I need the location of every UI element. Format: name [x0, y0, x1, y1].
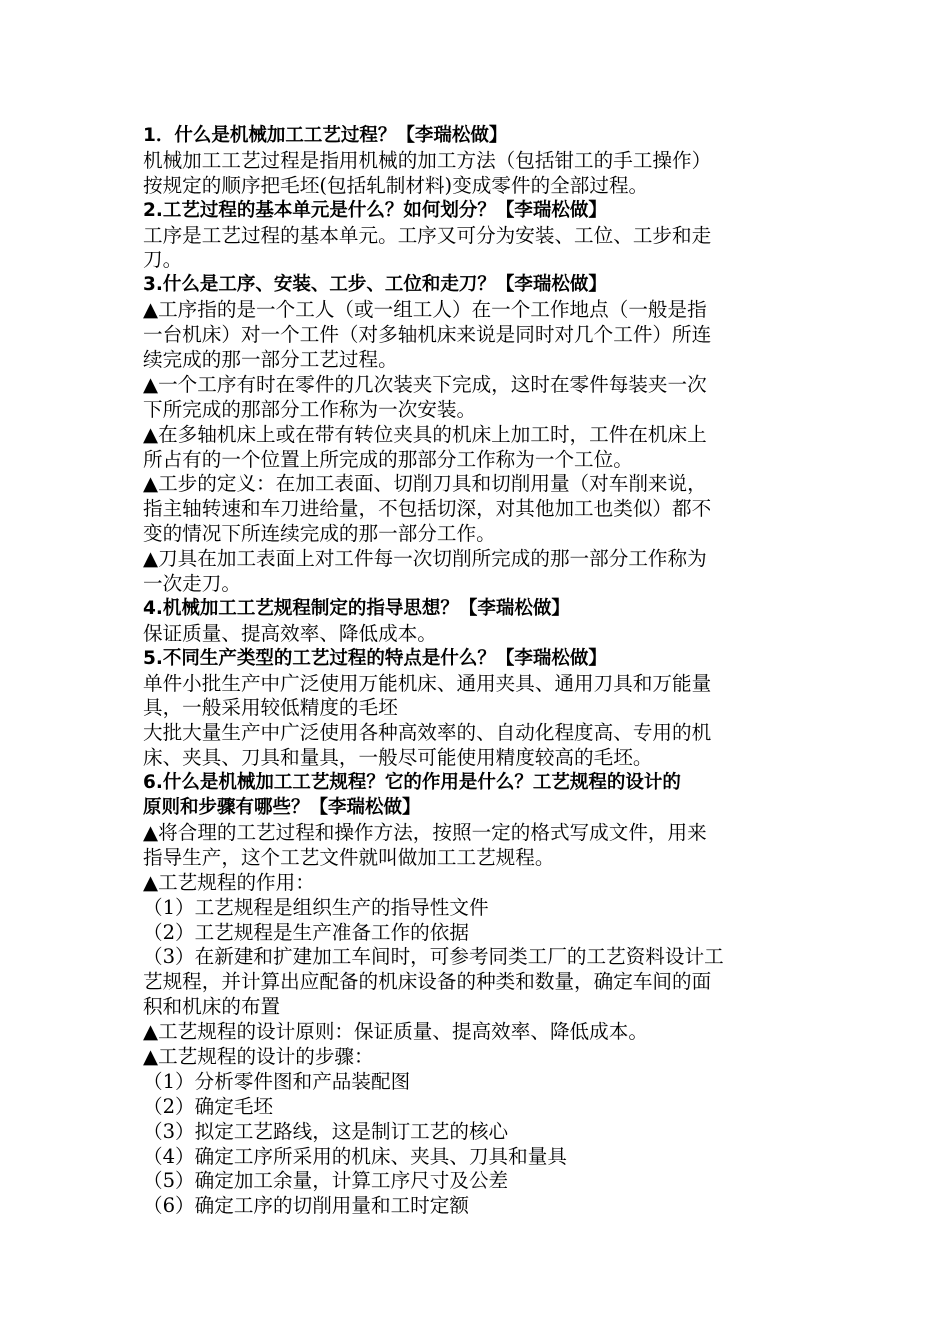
answer-line: ▲工序指的是一个工人（或一组工人）在一个工作地点（一般是指: [143, 298, 707, 322]
answer-line: （2）工艺规程是生产准备工作的依据: [143, 920, 469, 944]
question-heading-6-cont: 原则和步骤有哪些？【李瑞松做】: [143, 797, 421, 819]
answer-line: ▲在多轴机床上或在带有转位夹具的机床上加工时，工件在机床上: [143, 422, 707, 446]
answer-line: 机械加工工艺过程是指用机械的加工方法（包括钳工的手工操作）: [143, 148, 712, 172]
answer-line: 指导生产，这个工艺文件就叫做加工工艺规程。: [143, 845, 555, 869]
question-heading-5: 5.不同生产类型的工艺过程的特点是什么？【李瑞松做】: [143, 647, 607, 669]
answer-line: 单件小批生产中广泛使用万能机床、通用夹具、通用刀具和万能量: [143, 671, 712, 695]
answer-line: 床、夹具、刀具和量具，一般尽可能使用精度较高的毛坯。: [143, 746, 653, 770]
answer-line: 积和机床的布置: [143, 995, 281, 1019]
answer-line: 按规定的顺序把毛坯(包括轧制材料)变成零件的全部过程。: [143, 173, 649, 197]
answer-line: 所占有的一个位置上所完成的那部分工作称为一个工位。: [143, 447, 633, 471]
answer-line: 指主轴转速和车刀进给量，不包括切深，对其他加工也类似）都不: [143, 497, 712, 521]
answer-line: 大批大量生产中广泛使用各种高效率的、自动化程度高、专用的机: [143, 721, 712, 745]
answer-line: 下所完成的那部分工作称为一次安装。: [143, 397, 477, 421]
question-heading-4: 4.机械加工工艺规程制定的指导思想？【李瑞松做】: [143, 597, 570, 619]
answer-line: ▲将合理的工艺过程和操作方法，按照一定的格式写成文件，用来: [143, 820, 707, 844]
question-heading-1: 1．什么是机械加工工艺过程？【李瑞松做】: [143, 125, 508, 146]
answer-line: （6）确定工序的切削用量和工时定额: [143, 1194, 469, 1218]
answer-line: 保证质量、提高效率、降低成本。: [143, 621, 437, 645]
answer-line: ▲工艺规程的设计原则：保证质量、提高效率、降低成本。: [143, 1020, 648, 1044]
answer-line: 一次走刀。: [143, 572, 241, 596]
answer-line: （5）确定加工余量，计算工序尺寸及公差: [143, 1169, 509, 1193]
answer-line: （3）拟定工艺路线，这是制订工艺的核心: [143, 1119, 509, 1143]
answer-line: （1）分析零件图和产品装配图: [143, 1069, 411, 1093]
answer-line: 工序是工艺过程的基本单元。工序又可分为安装、工位、工步和走: [143, 223, 712, 247]
answer-line: ▲工艺规程的设计的步骤：: [143, 1044, 374, 1068]
question-heading-3: 3.什么是工序、安装、工步、工位和走刀？【李瑞松做】: [143, 274, 607, 296]
answer-line: 艺规程，并计算出应配备的机床设备的种类和数量，确定车间的面: [143, 970, 712, 994]
answer-line: （3）在新建和扩建加工车间时，可参考同类工厂的工艺资料设计工: [143, 945, 724, 969]
answer-line: 具，一般采用较低精度的毛坯: [143, 696, 398, 720]
answer-line: 一台机床）对一个工件（对多轴机床来说是同时对几个工件）所连: [143, 323, 712, 347]
answer-line: 变的情况下所连续完成的那一部分工作。: [143, 522, 496, 546]
document-page: [143, 124, 811, 1219]
answer-line: 续完成的那一部分工艺过程。: [143, 348, 398, 372]
answer-line: ▲工步的定义：在加工表面、切削刀具和切削用量（对车削来说，: [143, 472, 707, 496]
question-heading-2: 2.工艺过程的基本单元是什么？如何划分？【李瑞松做】: [143, 199, 607, 221]
answer-line: ▲工艺规程的作用：: [143, 870, 315, 894]
answer-line: ▲刀具在加工表面上对工件每一次切削所完成的那一部分工作称为: [143, 547, 707, 571]
question-heading-6: 6.什么是机械加工工艺规程？它的作用是什么？工艺规程的设计的: [143, 772, 681, 794]
answer-line: （2）确定毛坯: [143, 1094, 274, 1118]
answer-line: ▲一个工序有时在零件的几次装夹下完成，这时在零件每装夹一次: [143, 372, 707, 396]
answer-line: （4）确定工序所采用的机床、夹具、刀具和量具: [143, 1144, 567, 1168]
answer-line: （1）工艺规程是组织生产的指导性文件: [143, 895, 489, 919]
answer-line: 刀。: [143, 248, 183, 272]
